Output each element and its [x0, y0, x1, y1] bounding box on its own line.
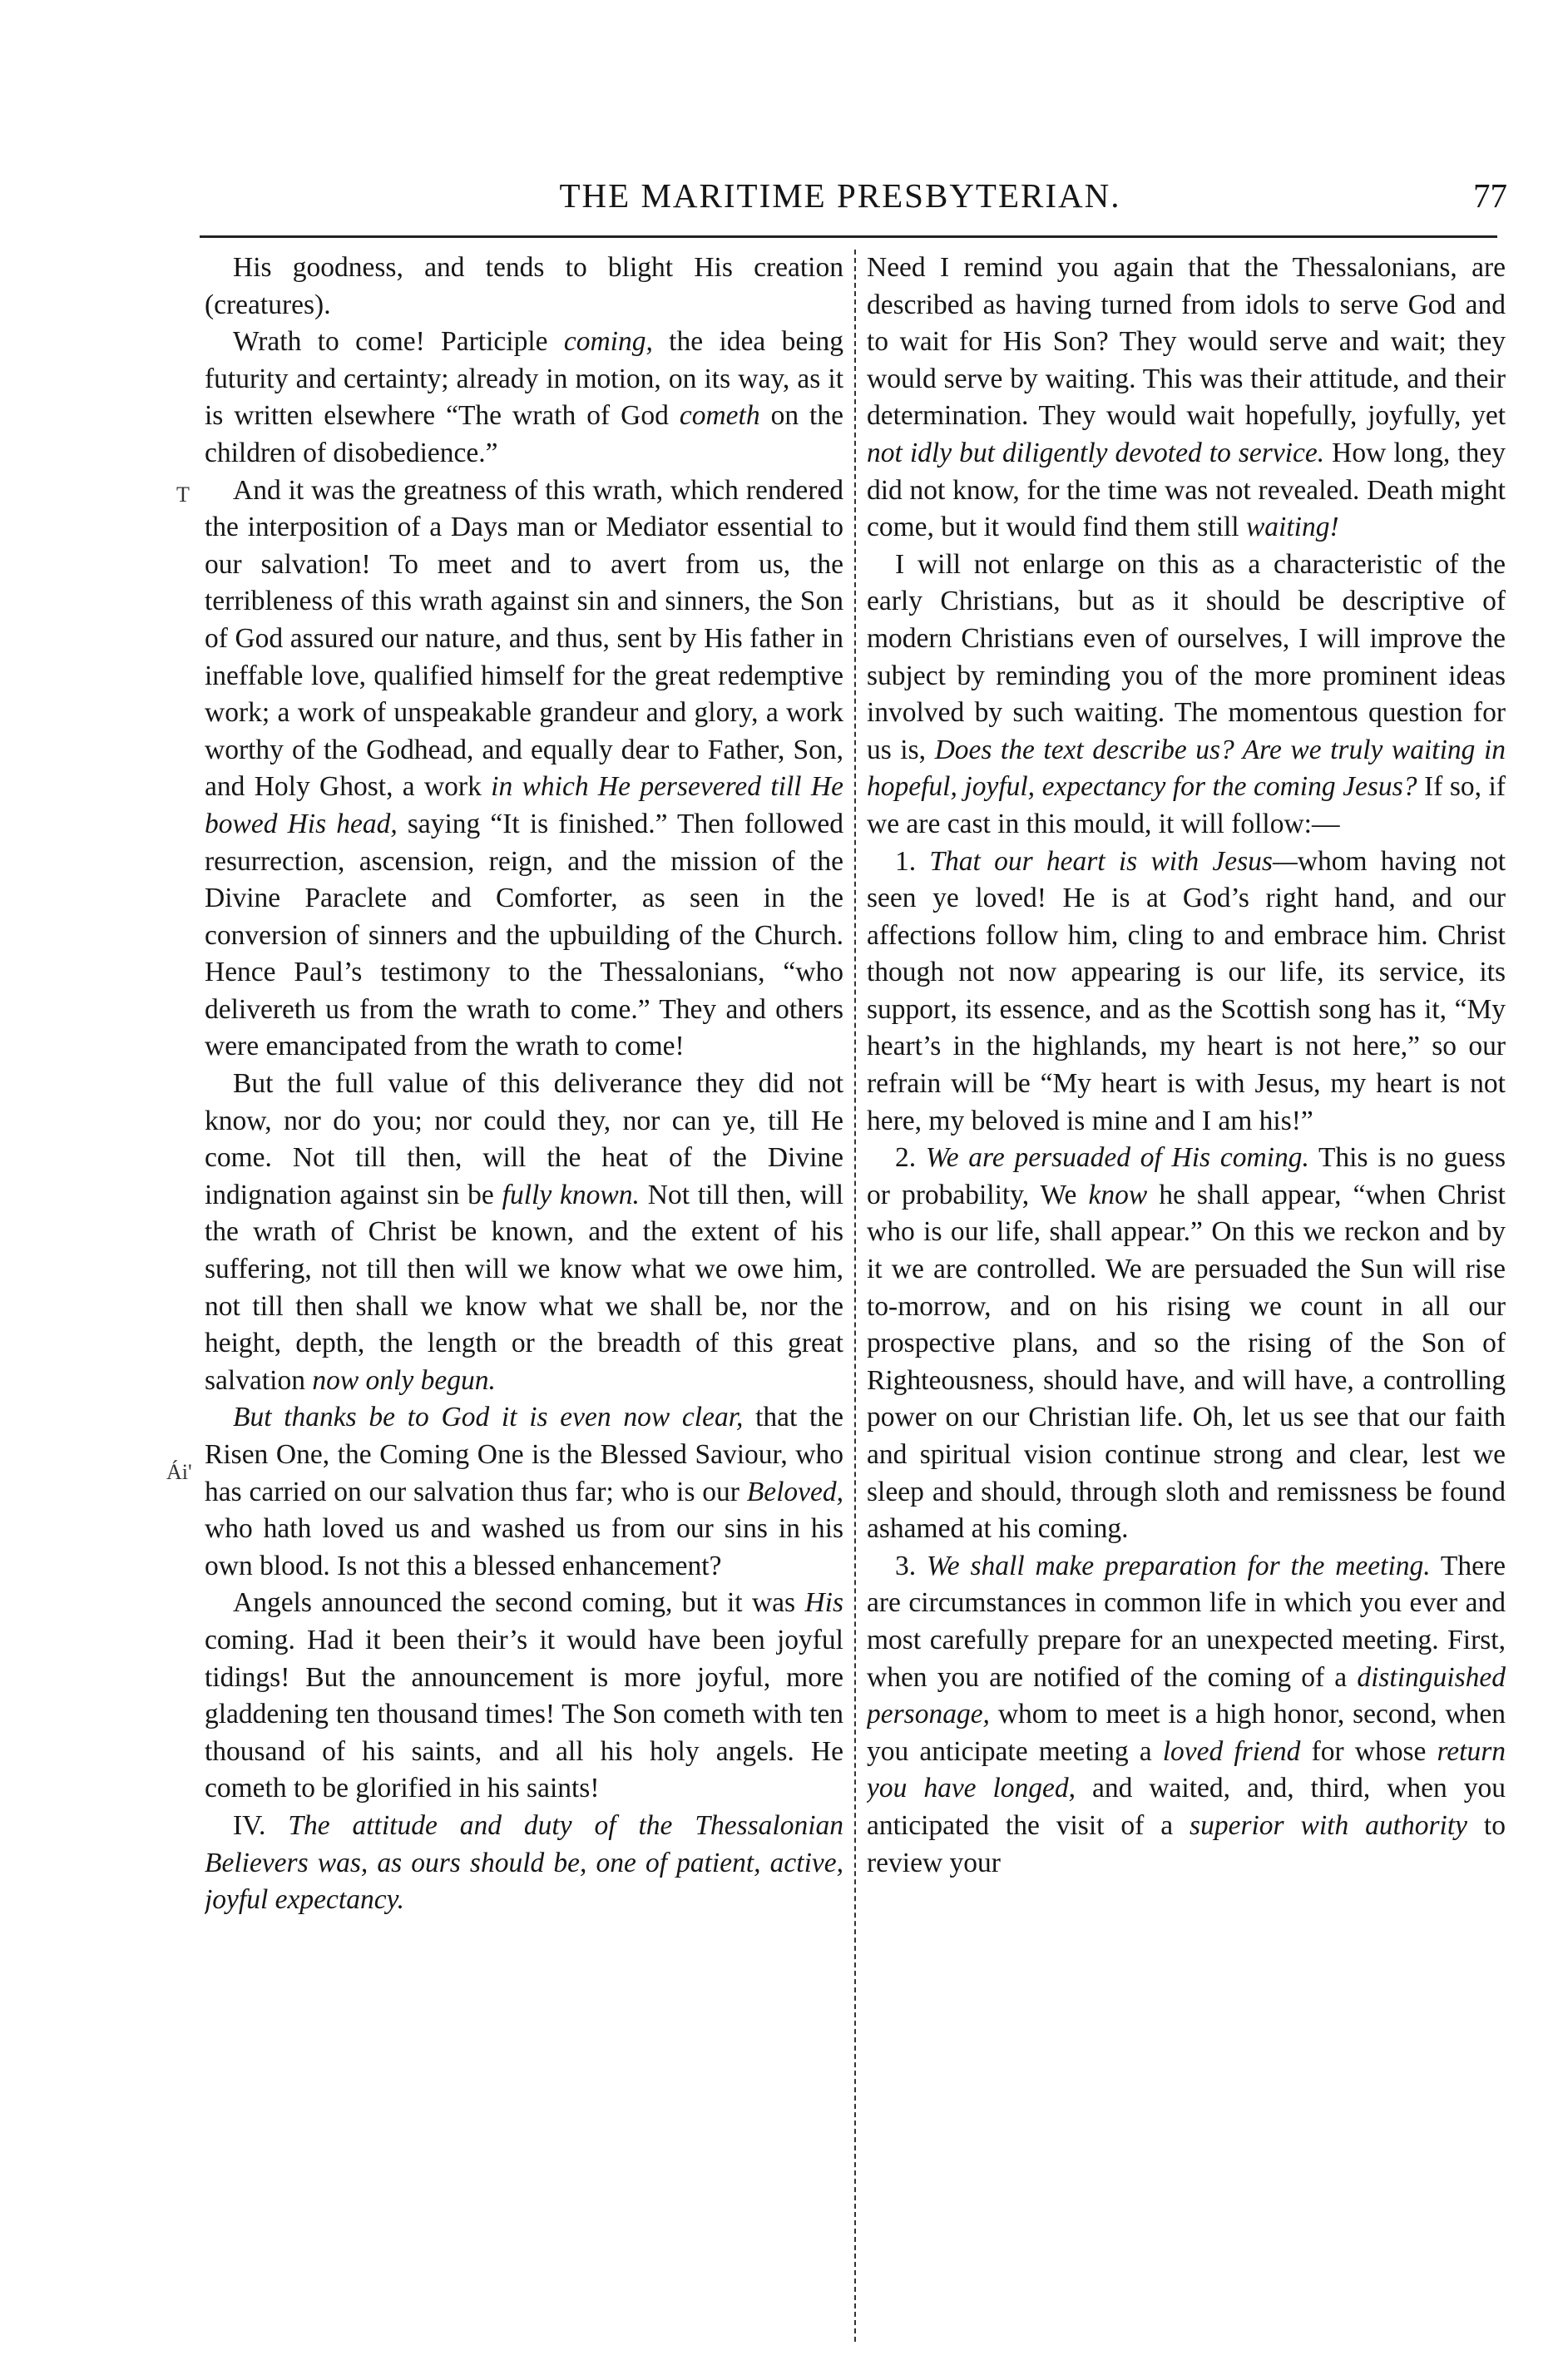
italic-text: His	[804, 1587, 843, 1619]
text-run: the idea being futurity and certainty; already in motion, on its way, as it is written elsewhere “The wrath of God	[205, 326, 843, 432]
paragraph	[205, 1585, 843, 1808]
italic-text: not idly but diligently devoted to service.	[867, 437, 1325, 468]
text-run: How long, they did not know, for the time was not revealed. Death might come, but it would find them still	[867, 437, 1506, 543]
text-run: for whose	[1300, 1735, 1437, 1767]
italic-text: know	[1088, 1179, 1148, 1210]
italic-text: in which He persevered till He bowed His head,	[205, 771, 843, 839]
column-divider	[854, 250, 856, 2342]
text-run: that the Risen One, the Coming One is the Blessed Saviour, who has carried on our salvation thus far; who is our	[205, 1402, 843, 1507]
text-run: There are circumstances in common life in which you ever and most carefully prepare for an unexpected meeting. First, when you are notified of the coming of a	[867, 1550, 1506, 1693]
text-run: who hath loved us and washed us from our sins in his own blood. Is not this a blessed enhancement?	[205, 1513, 843, 1581]
page-number: 77	[1473, 176, 1507, 215]
paragraph	[205, 1808, 843, 1919]
text-run: coming. Had it been their’s it would have been joyful tidings! But the announcement is more joyful, more gladdening ten thousand times! The Son cometh with ten thousand of his saints, and all his holy angels. He cometh to be glorified in his saints!	[205, 1624, 843, 1804]
text-run: and waited, and, third, when you anticipated the visit of a	[867, 1773, 1506, 1841]
italic-text: superior with authority	[1190, 1809, 1467, 1841]
paragraph	[205, 473, 843, 1066]
text-run: whom to meet is a high honor, second, when you anticipate meeting a	[867, 1699, 1506, 1767]
italic-text: fully known.	[502, 1179, 640, 1210]
italic-text: We are persuaded of His coming.	[925, 1142, 1309, 1174]
italic-text: coming,	[563, 326, 653, 358]
italic-text: distinguished personage,	[867, 1661, 1506, 1730]
text-run: But the full value of this deliverance they did not know, nor do you; nor could they, nor can ye, till He come. Not till then, will the heat of the Divine indignation against sin be	[205, 1068, 843, 1210]
italic-text: But thanks be to God it is even now clear,	[233, 1402, 744, 1433]
paragraph	[867, 1140, 1506, 1548]
text-run: Need I remind you again that the Thessalonians, are described as having turned from idols to serve God and to wait for His Son? They would serve and wait; they would serve by waiting. This was their attitude, and their determination. They would wait hopefully, joyfully, yet	[867, 252, 1506, 432]
italic-text: Beloved,	[746, 1476, 843, 1507]
italic-text: return you have longed,	[867, 1735, 1506, 1804]
text-run: Angels announced the second coming, but it was	[233, 1587, 805, 1619]
italic-text: Does the text describe us? Are we truly waiting in hopeful, joyful, expectancy for the coming Jesus?	[867, 734, 1506, 803]
italic-text: now only begun.	[312, 1364, 496, 1396]
paragraph	[205, 1399, 843, 1585]
paragraph	[867, 1548, 1506, 1882]
text-run: I will not enlarge on this as a characteristic of the early Christians, but as it should be descriptive of modern Christians even of ourselves, I will improve the subject by reminding you of the more prominent ideas involved by such waiting. The momentous question for us is,	[867, 548, 1506, 765]
italic-text: waiting!	[1245, 512, 1339, 543]
text-run: he shall appear, “when Christ who is our life, shall appear.” On this we reckon and by it we are controlled. We are persuaded the Sun will rise to-morrow, and on his rising we count in all our prospective plans, and so the rising of the Son of Righteousness, should have, and will have, a controlling power on our Christian life. Oh, let us see that our faith and spiritual vision continue strong and clear, lest we sleep and should, through sloth and remissness be found ashamed at his coming.	[867, 1179, 1506, 1545]
text-run: 3.	[895, 1550, 927, 1581]
running-title: THE MARITIME PRESBYTERIAN.	[559, 176, 1121, 215]
margin-mark: T	[176, 482, 190, 507]
text-run: to review your	[867, 1809, 1506, 1878]
header-rule	[200, 235, 1497, 238]
italic-text: The attitude and duty of the Thessalonian Believers was, as ours should be, one of patient, active, joyful expectancy.	[205, 1809, 843, 1916]
paragraph	[867, 844, 1506, 1141]
text-run: His goodness, and tends to blight His creation (creatures).	[205, 252, 843, 320]
italic-text: That our heart is with Jesus—	[929, 845, 1298, 877]
text-run: Wrath to come! Participle	[233, 326, 564, 358]
italic-text: loved friend	[1162, 1735, 1301, 1767]
paragraph	[205, 1066, 843, 1399]
text-run: whom having not seen ye loved! He is at God’s right hand, and our affections follow him, cling to and embrace him. Christ though not now appearing is our life, its service, its support, its essence, and as the Scottish song has it, “My heart’s in the highlands, my heart is not here,” so our refrain will be “My heart is with Jesus, my heart is not here, my beloved is mine and I am his!”	[867, 845, 1506, 1136]
text-run: on the children of disobedience.”	[205, 400, 843, 468]
page-header	[166, 171, 1514, 220]
right-column	[867, 250, 1506, 2346]
text-run: IV.	[233, 1809, 289, 1841]
text-run: If so, if we are cast in this mould, it will follow:—	[867, 771, 1506, 839]
paragraph	[205, 250, 843, 324]
paragraph	[867, 250, 1506, 547]
italic-text: cometh	[679, 400, 760, 432]
text-run: And it was the greatness of this wrath, which rendered the interposition of a Days man or Mediator essential to our salvation! To meet and to avert from us, the terribleness of this wrath against sin and sinners, the Son of God assured our nature, and thus, sent by His father in ineffable love, qualified himself for the great redemptive work; a work of unspeakable grandeur and glory, a work worthy of the Godhead, and equally dear to Father, Son, and Holy Ghost, a work	[205, 474, 843, 803]
paragraph	[205, 324, 843, 472]
text-run: 1.	[895, 845, 930, 877]
left-column	[205, 250, 843, 2346]
text-run: saying “It is finished.” Then followed resurrection, ascension, reign, and the mission of the Divine Paraclete and Comforter, as seen in the conversion of sinners and the upbuilding of the Church. Hence Paul’s testimony to the Thessalonians, “who delivereth us from the wrath to come.” They and others were emancipated from the wrath to come!	[205, 808, 843, 1062]
italic-text: We shall make preparation for the meeting.	[926, 1550, 1431, 1581]
text-run: Not till then, will the wrath of Christ be known, and the extent of his suffering, not till then will we know what we owe him, not till then shall we know what we shall be, nor the height, depth, the length or the breadth of this great salvation	[205, 1179, 843, 1396]
text-run: This is no guess or probability, We	[867, 1142, 1506, 1210]
text-run: 2.	[895, 1142, 926, 1174]
paragraph	[867, 547, 1506, 844]
margin-mark: Ái'	[166, 1460, 192, 1484]
